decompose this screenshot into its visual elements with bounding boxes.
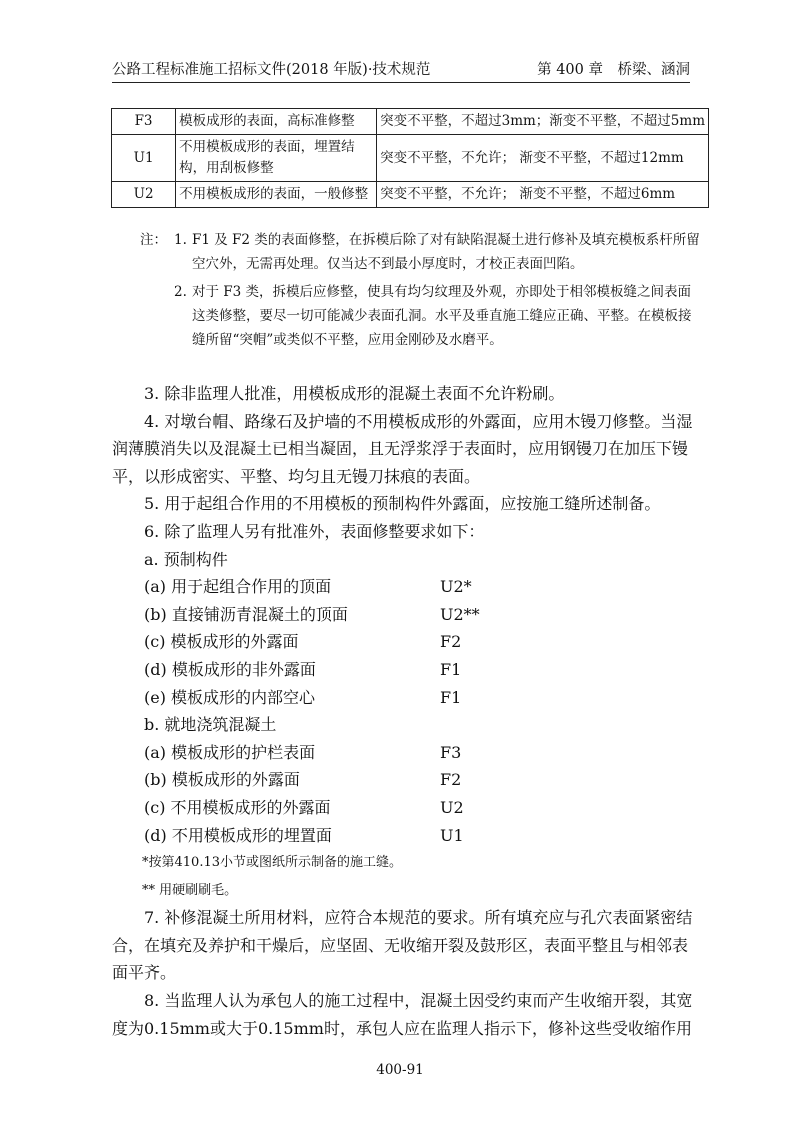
list-item-label: (b) 直接铺沥青混凝土的顶面 xyxy=(144,604,348,624)
paragraph-7: 7. 补修混凝土所用材料，应符合本规范的要求。所有填充应与孔穴表面紧密结合，在填充及养护和干燥后，应坚固、无收缩开裂及鼓形区，表面平整且与相邻表面平齐。 xyxy=(112,908,693,983)
page-number: 400-91 xyxy=(376,1062,424,1078)
section-b-title: b. 就地浇筑混凝土 xyxy=(144,715,277,735)
list-item-code: U2* xyxy=(440,577,472,597)
note-text: F1 及 F2 类的表面修整，在拆模后除了对有缺陷混凝土进行修补及填充模板系杆所留空穴外，无需再处理。仅当达不到最小厚度时，才校正表面凹陷。 xyxy=(192,232,700,272)
note-item xyxy=(140,280,700,352)
body-content xyxy=(112,380,696,1042)
list-item xyxy=(112,794,696,822)
table-cell-requirement: 突变不平整，不允许； 渐变不平整，不超过12mm xyxy=(377,135,709,182)
table-row xyxy=(112,109,709,135)
note-item xyxy=(140,228,700,276)
table-row xyxy=(112,135,709,182)
header-chapter-title: 第 400 章 桥梁、涵洞 xyxy=(537,62,690,78)
list-item-label: (e) 模板成形的内部空心 xyxy=(144,687,316,707)
page-header xyxy=(112,56,690,83)
paragraph-3: 3. 除非监理人批准，用模板成形的混凝土表面不允许粉刷。 xyxy=(144,384,565,403)
paragraph-4: 4. 对墩台帽、路缘石及护墙的不用模板成形的外露面，应用木镘刀修整。当湿润薄膜消失以及混凝土已相当凝固，且无浮浆浮于表面时，应用钢镘刀在加压下镘平，以形成密实、平整、均匀且无镘刀抹痕的表面。 xyxy=(112,411,693,486)
table-cell-desc: 模板成形的表面，高标准修整 xyxy=(176,109,377,135)
list-item-label: (b) 模板成形的外露面 xyxy=(144,770,300,790)
list-item-label: (d) 模板成形的非外露面 xyxy=(144,659,316,679)
notes-lead: 注： xyxy=(140,232,167,248)
section-a-title: a. 预制构件 xyxy=(144,549,228,569)
note-number: 2. xyxy=(174,284,187,300)
list-item-code: F1 xyxy=(440,659,462,679)
table-cell-code: U2 xyxy=(112,182,176,208)
list-item-label: (c) 不用模板成形的外露面 xyxy=(144,797,331,817)
list-item-code: F1 xyxy=(440,687,462,707)
footnote-double-star: ** 用硬刷刷毛。 xyxy=(142,882,238,898)
paragraph-5: 5. 用于起组合作用的不用模板的预制构件外露面，应按施工缝所述制备。 xyxy=(144,494,661,514)
footnote-single-star: *按第410.13小节或图纸所示制备的施工缝。 xyxy=(142,855,402,871)
table-notes xyxy=(140,228,700,352)
list-item xyxy=(112,656,696,684)
list-item-label: (c) 模板成形的外露面 xyxy=(144,632,299,652)
list-item-code: F3 xyxy=(440,742,462,762)
list-item xyxy=(112,573,696,601)
paragraph-6: 6. 除了监理人另有批准外，表面修整要求如下： xyxy=(144,521,485,541)
list-item-code: F2 xyxy=(440,632,462,652)
header-document-title: 公路工程标准施工招标文件(2018 年版)·技术规范 xyxy=(112,62,431,78)
table-cell-code: F3 xyxy=(112,109,176,135)
table-cell-desc: 不用模板成形的表面，埋置结构，用刮板修整 xyxy=(176,135,377,182)
list-item xyxy=(112,739,696,767)
table-cell-requirement: 突变不平整，不超过3mm；渐变不平整，不超过5mm xyxy=(377,109,709,135)
note-number: 1. xyxy=(174,232,187,248)
list-item-code: U2 xyxy=(440,797,464,817)
table-cell-desc: 不用模板成形的表面，一般修整 xyxy=(176,182,377,208)
surface-finish-table xyxy=(111,108,709,208)
list-item-label: (d) 不用模板成形的埋置面 xyxy=(144,825,332,845)
list-item-code: F2 xyxy=(440,770,462,790)
table-cell-code: U1 xyxy=(112,135,176,182)
list-item xyxy=(112,684,696,712)
list-item xyxy=(112,628,696,656)
list-item xyxy=(112,601,696,629)
list-item xyxy=(112,822,696,850)
list-item xyxy=(112,766,696,794)
list-item-code: U2** xyxy=(440,604,480,624)
list-item-label: (a) 用于起组合作用的顶面 xyxy=(144,577,332,597)
table-row xyxy=(112,182,709,208)
paragraph-8: 8. 当监理人认为承包人的施工过程中，混凝土因受约束而产生收缩开裂，其宽度为0.15mm或大于0.15mm时，承包人应在监理人指示下，修补这些受收缩作用 xyxy=(112,991,693,1038)
list-item-code: U1 xyxy=(440,825,464,845)
list-item-label: (a) 模板成形的护栏表面 xyxy=(144,742,316,762)
note-text: 对于 F3 类，拆模后应修整，使具有均匀纹理及外观，亦即处于相邻模板缝之间表面这类修整，要尽一切可能减少表面孔洞。水平及垂直施工缝应正确、平整。在模板接缝所留“突帽”或类似不平整，应用金刚砂及水磨平。 xyxy=(192,284,692,348)
table-cell-requirement: 突变不平整，不允许； 渐变不平整，不超过6mm xyxy=(377,182,709,208)
